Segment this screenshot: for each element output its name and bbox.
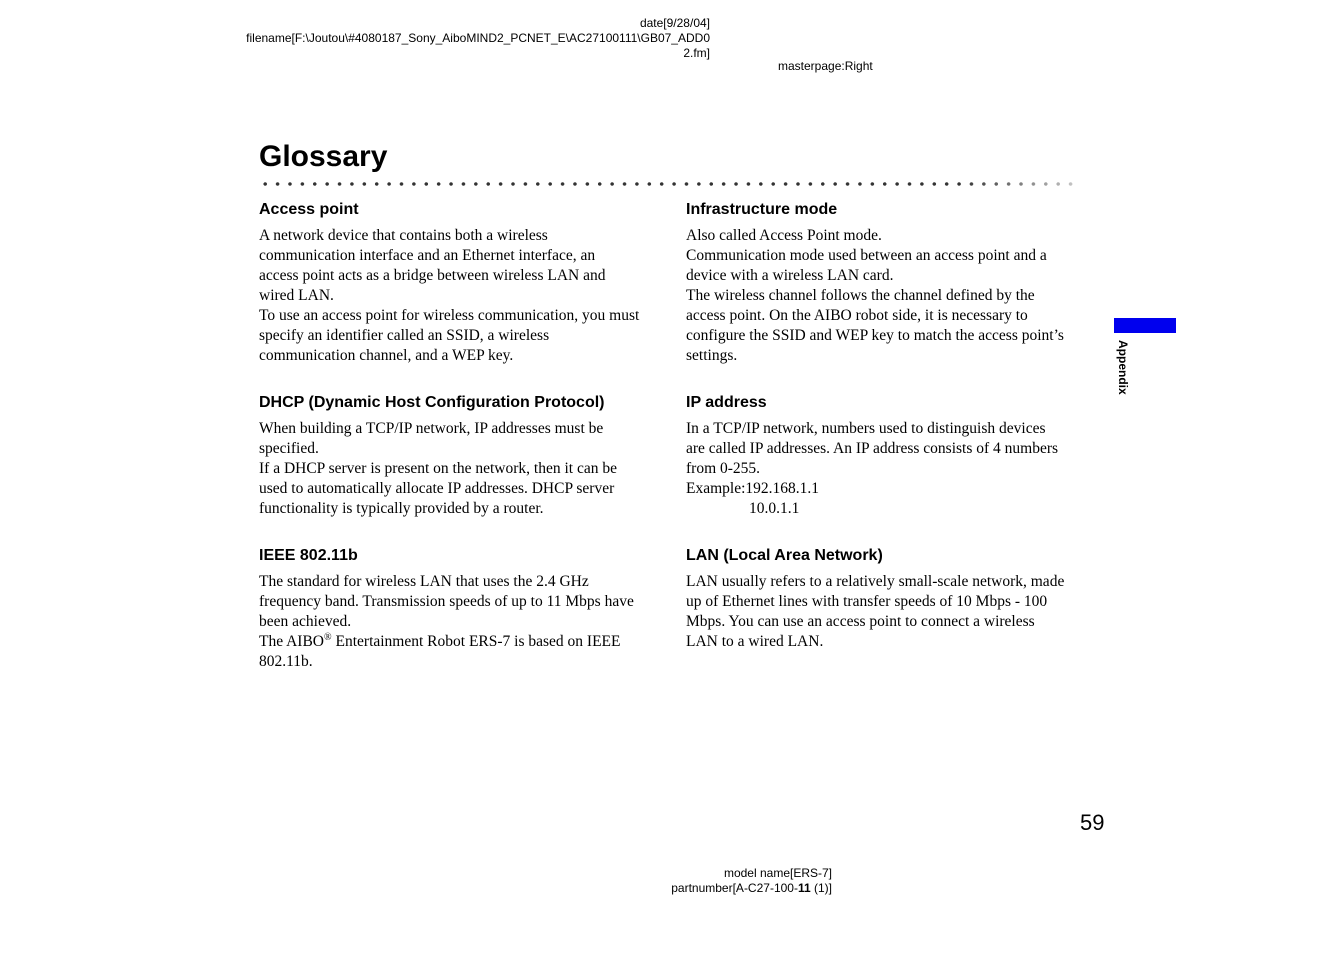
glossary-entry-lan	[686, 546, 1081, 652]
dotted-divider	[259, 182, 1077, 186]
term-heading: LAN (Local Area Network)	[686, 547, 883, 564]
term-heading: IEEE 802.11b	[259, 547, 358, 564]
file-header	[190, 16, 710, 61]
term-definition: In a TCP/IP network, numbers used to distinguish devices are called IP addresses. An IP address consists of 4 numbers from 0-255. Example:192.168.1.1 10.0.1.1	[686, 420, 1059, 517]
term-definition: LAN usually refers to a relatively small-scale network, made up of Ethernet lines with transfer speeds of 10 Mbps - 100 Mbps. You can use an access point to connect a wireless LAN to a wired LAN.	[686, 573, 1065, 650]
term-definition: A network device that contains both a wireless communication interface and an Ethernet interface, an access point acts as a bridge between wireless LAN and wired LAN. To use an access point for wireless communication, you must specify an identifier called an SSID, a wireless communication channel, and a WEP key.	[259, 227, 640, 364]
term-heading: Infrastructure mode	[686, 201, 838, 218]
term-heading: DHCP (Dynamic Host Configuration Protocol)	[259, 394, 605, 411]
masterpage-label: masterpage:Right	[778, 59, 873, 73]
glossary-entry-dhcp	[259, 393, 654, 519]
header-filename-cont: 2.fm]	[683, 46, 710, 60]
page-number: 59	[1080, 810, 1105, 835]
file-footer	[532, 866, 832, 896]
page-title: Glossary	[259, 140, 388, 173]
glossary-entry-access-point	[259, 200, 654, 366]
term-definition: When building a TCP/IP network, IP addresses must be specified. If a DHCP server is present on the network, then it can be used to automatically allocate IP addresses. DHCP server functionality is typically provided by a router.	[259, 420, 617, 517]
term-definition: Also called Access Point mode. Communication mode used between an access point and a device with a wireless LAN card. The wireless channel follows the channel defined by the access point. On the AIBO robot side, it is necessary to configure the SSID and WEP key to match the access point’s settings.	[686, 227, 1064, 364]
glossary-entry-infrastructure-mode	[686, 200, 1081, 366]
registered-mark: ®	[324, 631, 332, 643]
term-heading: Access point	[259, 201, 359, 218]
term-heading: IP address	[686, 394, 767, 411]
header-filename: filename[F:\Joutou\#4080187_Sony_AiboMIND2_PCNET_E\AC27100111\GB07_ADD0	[246, 31, 710, 45]
example-address: 10.0.1.1	[749, 500, 800, 517]
divider-fade	[960, 180, 1080, 188]
footer-model: model name[ERS-7]	[723, 866, 832, 880]
section-tab-marker	[1114, 318, 1176, 333]
footer-partnumber: partnumber[A-C27-100-11 (1)]	[671, 881, 832, 895]
glossary-entry-ip-address	[686, 393, 1081, 519]
header-date: date[9/28/04]	[639, 16, 710, 30]
glossary-entry-ieee-80211b	[259, 546, 654, 672]
term-definition: The standard for wireless LAN that uses the 2.4 GHz frequency band. Transmission speeds of up to 11 Mbps have been achieved. The AIBO® Entertainment Robot ERS-7 is based on IEEE 802.11b.	[259, 573, 634, 670]
section-tab-label: Appendix	[1116, 340, 1130, 395]
